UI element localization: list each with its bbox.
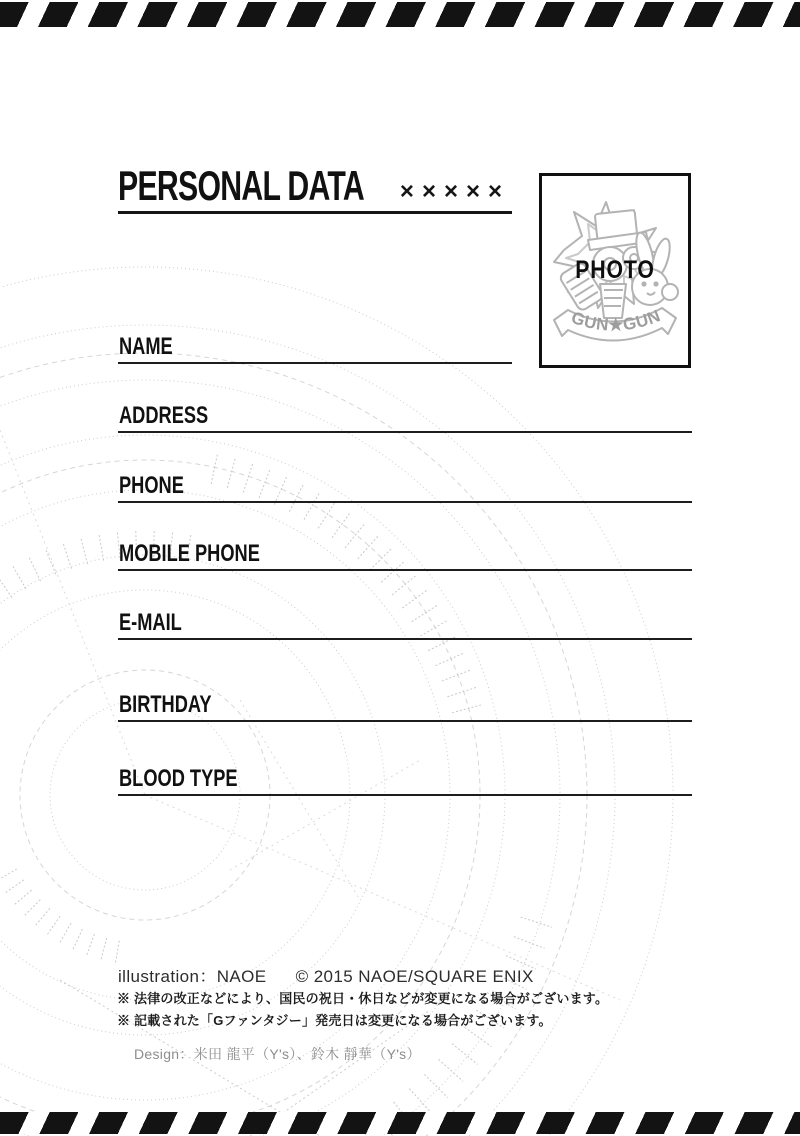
field-phone-label: PHONE — [119, 472, 184, 499]
field-email-label: E-MAIL — [119, 609, 182, 636]
disclaimer-note-1: ※ 法律の改正などにより、国民の祝日・休日などが変更になる場合がございます。 — [117, 991, 609, 1006]
disclaimer-note-2: ※ 記載された「Gファンタジー」発売日は変更になる場合がございます。 — [117, 1013, 552, 1028]
photo-slot[interactable] — [539, 173, 691, 368]
field-blood-type[interactable] — [118, 766, 692, 796]
photo-label: PHOTO — [575, 256, 655, 284]
page-title: PERSONAL DATA — [118, 162, 365, 209]
field-blood-type-label: BLOOD TYPE — [119, 765, 238, 792]
page-title-row — [118, 162, 512, 214]
field-address-label: ADDRESS — [119, 402, 209, 429]
disclaimer-notes — [117, 988, 608, 1032]
gun-gun-banner-text: GUN★GUN — [568, 306, 664, 335]
bottom-hazard-stripe-border — [0, 1112, 800, 1134]
field-birthday-label: BIRTHDAY — [119, 691, 212, 718]
title-x-marks: ××××× — [399, 178, 510, 205]
field-address[interactable] — [118, 403, 692, 433]
field-mobile-phone-label: MOBILE PHONE — [119, 540, 260, 567]
field-name-label: NAME — [119, 333, 173, 360]
top-hazard-stripe-border — [0, 2, 800, 27]
field-name[interactable] — [118, 334, 512, 364]
field-phone[interactable] — [118, 473, 692, 503]
field-email[interactable] — [118, 610, 692, 640]
field-birthday[interactable] — [118, 692, 692, 722]
field-mobile-phone[interactable] — [118, 541, 692, 571]
design-credit: Design：米田 龍平（Y's）、鈴木 靜華（Y's） — [134, 1046, 421, 1062]
copyright-notice: © 2015 NAOE/SQUARE ENIX — [295, 967, 534, 986]
credit-row — [118, 962, 534, 987]
illustration-credit: illustration：NAOE — [118, 967, 267, 986]
